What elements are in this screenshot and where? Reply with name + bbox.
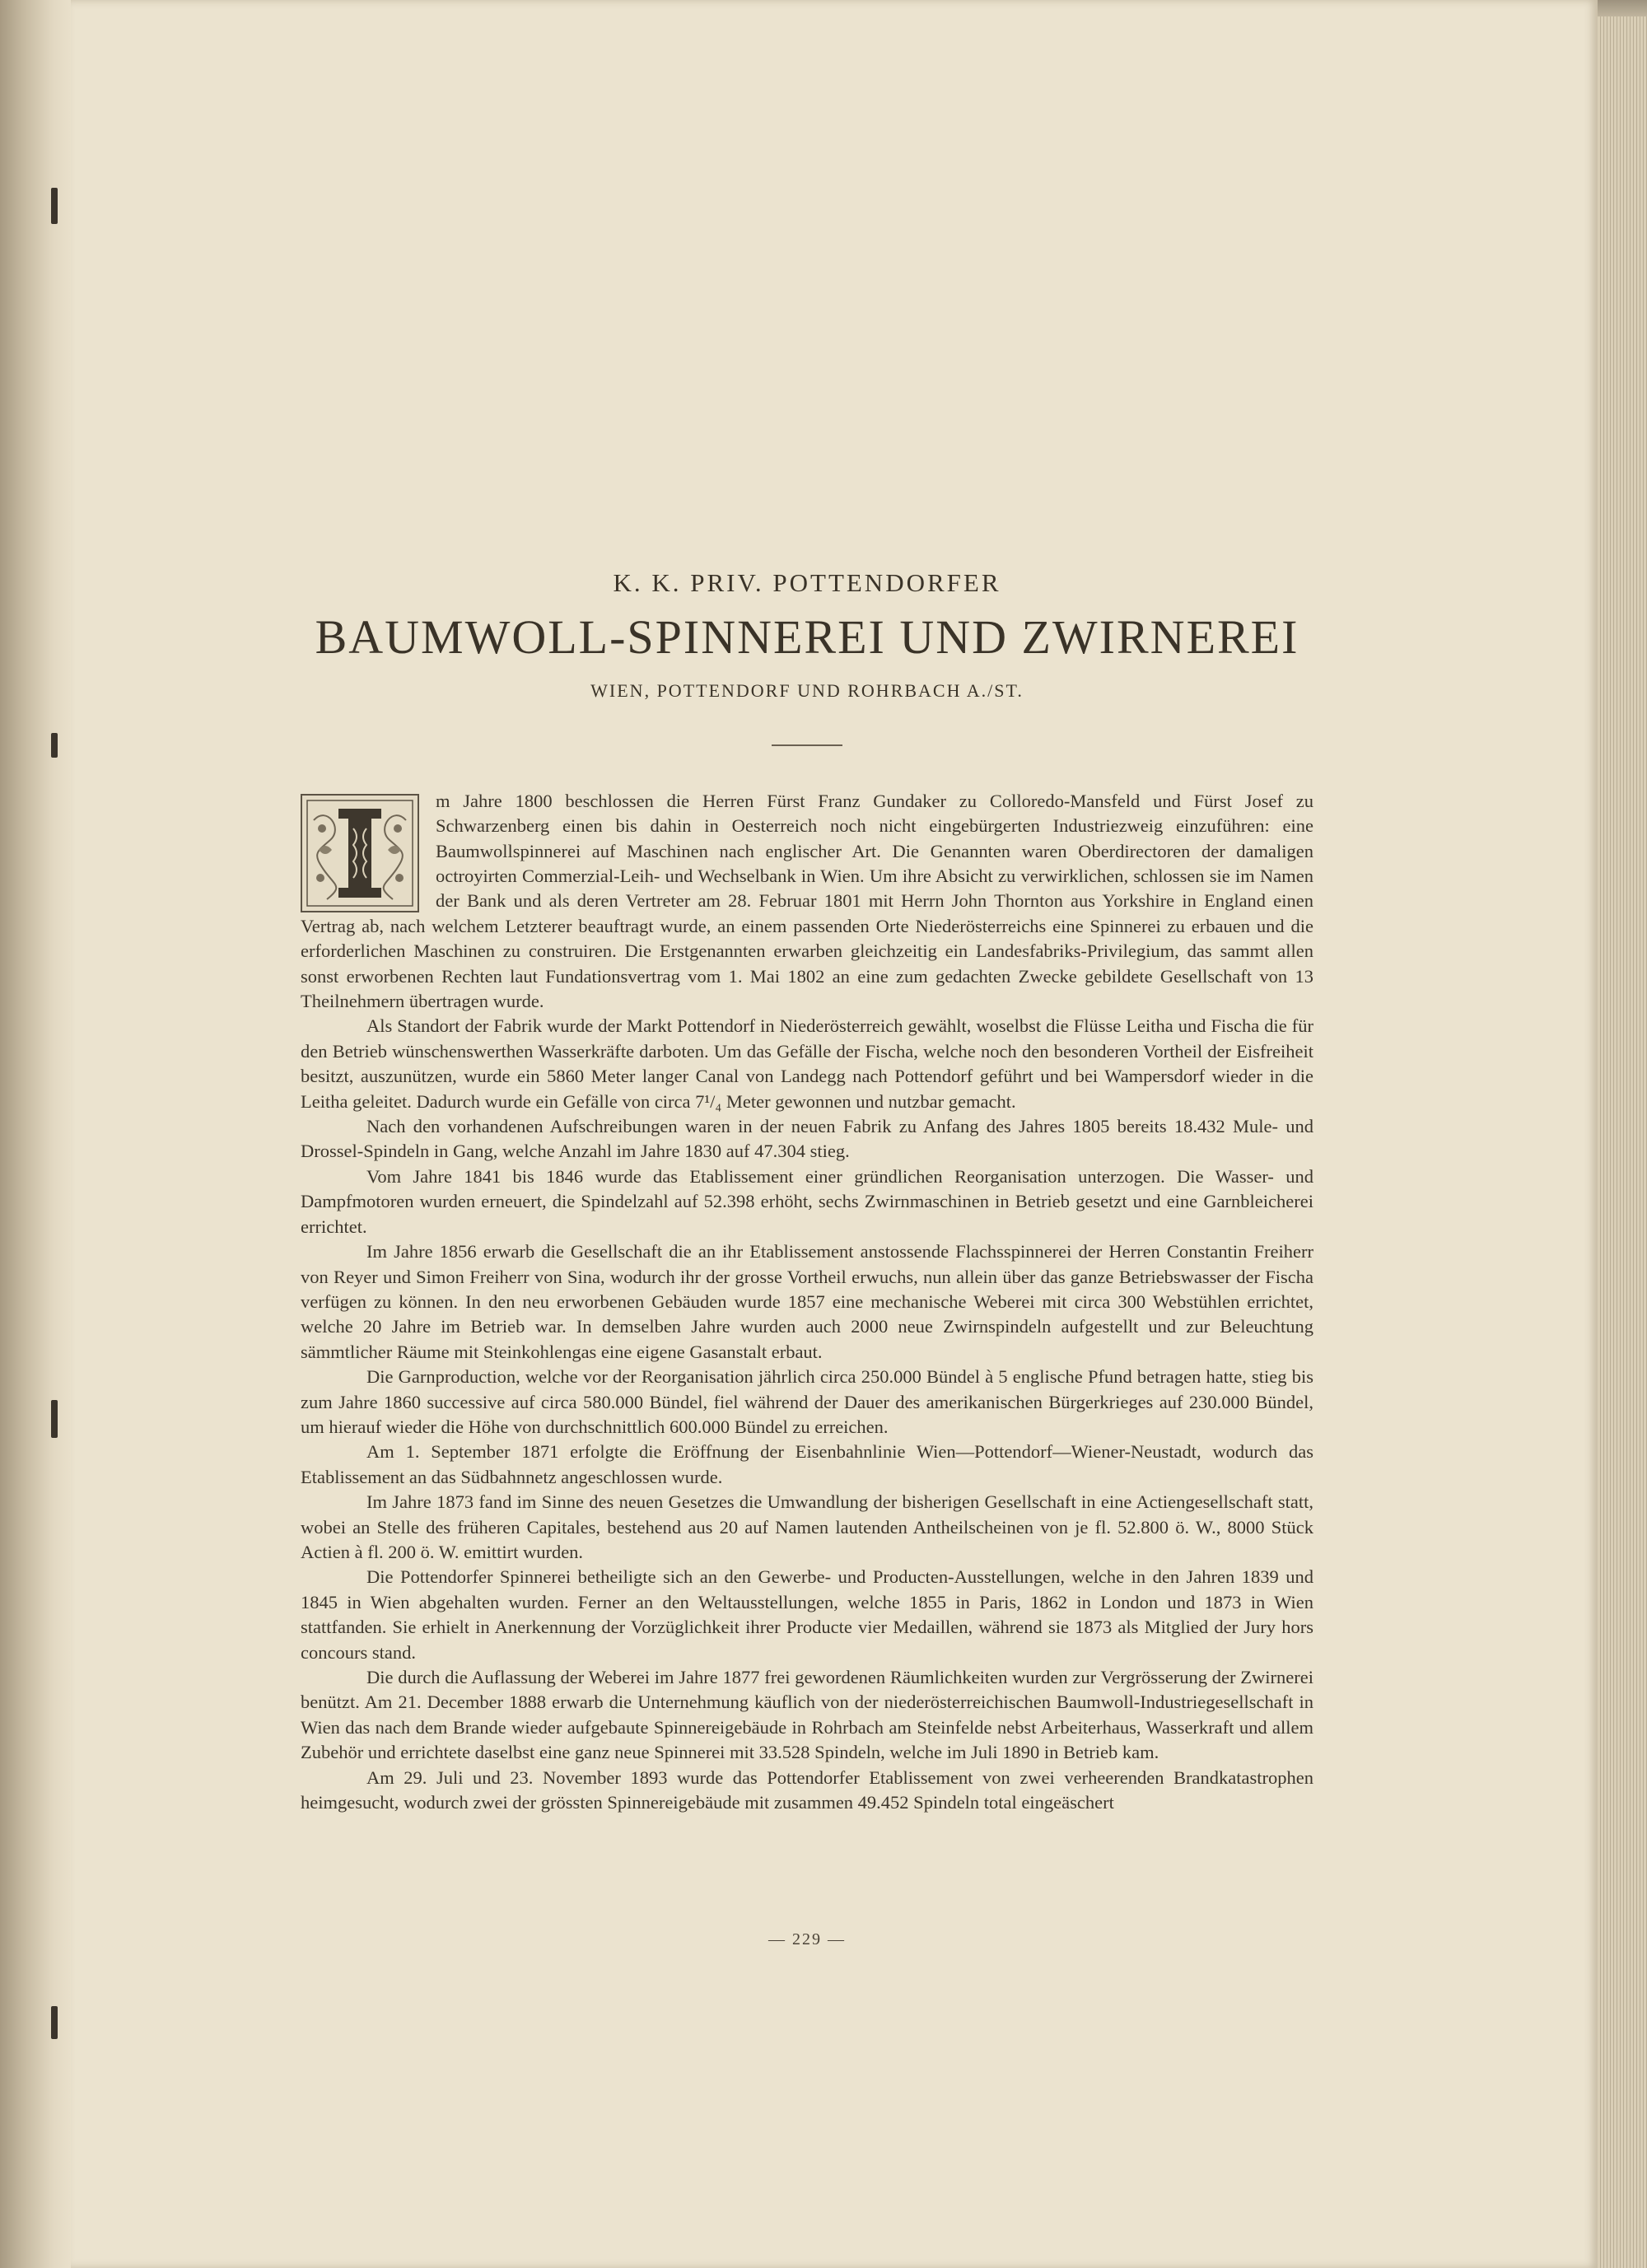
binding-thread — [51, 2006, 58, 2039]
floral-ornament-icon — [302, 796, 418, 911]
title-divider — [772, 744, 842, 746]
binding-thread — [51, 733, 58, 758]
company-kicker: K. K. PRIV. POTTENDORFER — [613, 568, 1001, 597]
binding-thread — [51, 1400, 58, 1438]
paragraph: Im Jahre 1856 erwarb die Gesellschaft die an ihr Etablissement anstossende Flachsspinnerei der Herren Constantin Freiherr von Reyer und Simon Freiherr von Sina, wodurch ihr der grosse Vortheil erwuchs, nun allein über das ganze Betriebswasser der Fischa verfügen zu können. In den neu erworbenen Gebäuden wurde 1857 eine mechanische Weberei mit circa 300 Webstühlen errichtet, welche 20 Jahre im Betrieb war. In demselben Jahre wurden auch 2000 neue Zwirnspindeln aufgestellt und zur Beleuchtung sämmtlicher Räume mit Steinkohlengas eine eigene Gasanstalt erbaut. — [301, 1241, 1313, 1362]
paragraph: Die Garnproduction, welche vor der Reorganisation jährlich circa 250.000 Bündel à 5 englische Pfund betragen hatte, stieg bis zum Jahre 1860 successive auf circa 580.000 Bündel, fiel während der Dauer des amerikanischen Bürgerkrieges auf 230.000 Bündel, um hierauf wieder die Höhe von durchschnittlich 600.000 Bündel zu erreichen. — [301, 1366, 1313, 1437]
location-subtitle: WIEN, POTTENDORF UND ROHRBACH A./ST. — [590, 679, 1024, 701]
paragraph — [301, 789, 1313, 1015]
paragraph: Die Pottendorfer Spinnerei betheiligte sich an den Gewerbe- und Producten-Ausstellungen, welche in den Jahren 1839 und 1845 in Wien abgehalten wurden. Ferner an den Weltausstellungen, welche 1855 in Paris, 1862 in London und 1873 in Wien stattfanden. Sie erhielt in Anerkennung der Vorzüglichkeit ihrer Producte vier Medaillen, während sie 1873 als Mitglied der Jury hors concours stand. — [301, 1566, 1313, 1663]
page-number: — 229 — — [768, 1930, 846, 1948]
paragraph-text: m Jahre 1800 beschlossen die Herren Fürst Franz Gundaker zu Colloredo-Mansfeld und Fürst Josef zu Schwarzenberg einen bis dahin in Oesterreich noch nicht eingebürgerten Industriezweig einzuführen: eine Baumwollspinnerei auf Maschinen nach englischer Art. Die Genannten waren Oberdirectoren der damaligen octroyirten Commerzial-Leih- und Wechselbank in Wien. Um ihre Absicht zu verwirklichen, schlossen sie im Namen der Bank und als deren Vertreter am 28. Februar 1801 mit Herrn John Thornton aus Yorkshire in England einen Vertrag ab, nach welchem Letzterer beauftragt wurde, an einem passenden Orte Niederösterreichs eine Spinnerei zu erbauen und die erforderlichen Maschinen zu construiren. Die Erstgenannten erwarben gleichzeitig ein Landesfabriks-Privilegium, das sammt allen sonst erworbenen Rechten laut Fundationsvertrag vom 1. Mai 1802 an eine zum gedachten Zwecke gebildete Gesellschaft von 13 Theilnehmern übertragen wurde. — [301, 790, 1313, 1012]
page-edges — [1598, 16, 1647, 2268]
ornamental-initial — [301, 794, 419, 912]
article — [301, 568, 1313, 1815]
paragraph: Vom Jahre 1841 bis 1846 wurde das Etablissement einer gründlichen Reorganisation unterzogen. Die Wasser- und Dampfmotoren wurden erneuert, die Spindelzahl auf 52.398 erhöht, sechs Zwirnmaschinen in Betrieb gesetzt und eine Garnbleicherei errichtet. — [301, 1165, 1313, 1237]
paragraph: Als Standort der Fabrik wurde der Markt Pottendorf in Niederösterreich gewählt, woselbst die Flüsse Leitha und Fischa die für den Betrieb wünschenswerthen Wasserkräfte darboten. Um das Gefälle der Fischa, welche noch den besonderen Vortheil der Eisfreiheit besitzt, auszunützen, wurde ein 5860 Meter langer Canal von Landegg nach Pottendorf geführt und bei Wampersdorf wieder in die Leitha geleitet. Dadurch wurde ein Gefälle von circa 7¹/₄ Meter gewonnen und nutzbar gemacht. — [301, 1015, 1313, 1112]
binding-thread — [51, 188, 58, 224]
article-body — [301, 789, 1313, 1816]
paragraph: Am 29. Juli und 23. November 1893 wurde das Pottendorfer Etablissement von zwei verheerenden Brandkatastrophen heimgesucht, wodurch zwei der grössten Spinnereigebäude mit zusammen 49.452 Spindeln total eingeäschert — [301, 1766, 1313, 1813]
page-title: BAUMWOLL-SPINNEREI UND ZWIRNEREI — [315, 610, 1299, 664]
book-spine — [0, 0, 71, 2268]
paragraph: Im Jahre 1873 fand im Sinne des neuen Gesetzes die Umwandlung der bisherigen Gesellschaft in eine Actiengesellschaft statt, wobei an Stelle des früheren Capitales, bestehend aus 20 auf Namen lautenden Antheilscheinen von je fl. 52.800 ö. W., 8000 Stück Actien à fl. 200 ö. W. emittirt wurden. — [301, 1491, 1313, 1562]
paragraph: Die durch die Auflassung der Weberei im Jahre 1877 frei gewordenen Räumlichkeiten wurden zur Vergrösserung der Zwirnerei benützt. Am 21. December 1888 erwarb die Unternehmung käuflich von der niederösterreichischen Baumwoll-Industriegesellschaft in Wien das nach dem Brande wieder aufgebaute Spinnereigebäude in Rohrbach am Steinfelde nebst Arbeiterhaus, Wasserkraft und allem Zubehör und errichtete daselbst eine ganz neue Spinnerei mit 33.528 Spindeln, welche im Juli 1890 in Betrieb kam. — [301, 1667, 1313, 1763]
paragraph: Nach den vorhandenen Aufschreibungen waren in der neuen Fabrik zu Anfang des Jahres 1805 bereits 18.432 Mule- und Drossel-Spindeln in Gang, welche Anzahl im Jahre 1830 auf 47.304 stieg. — [301, 1116, 1313, 1162]
paragraph: Am 1. September 1871 erfolgte die Eröffnung der Eisenbahnlinie Wien—Pottendorf—Wiener-Neustadt, wodurch das Etablissement an das Südbahnnetz angeschlossen wurde. — [301, 1441, 1313, 1487]
